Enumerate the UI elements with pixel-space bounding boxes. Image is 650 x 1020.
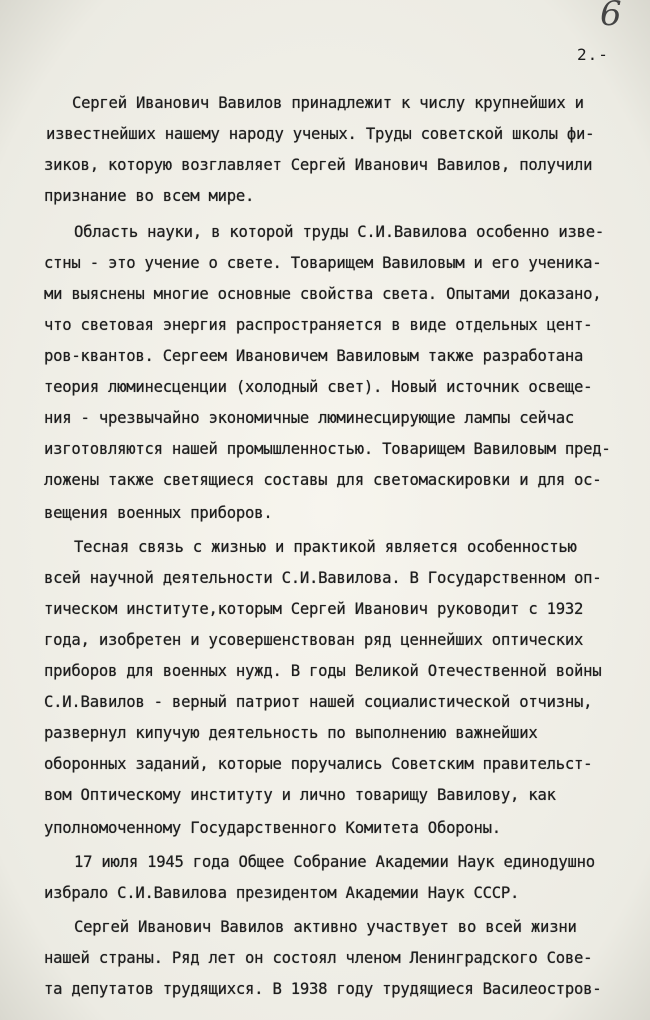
text-line: вом Оптическому институту и лично товарищу Вавилову, как bbox=[44, 786, 556, 804]
text-line: нашей страны. Ряд лет он состоял членом Ленинградского Сове- bbox=[44, 949, 593, 967]
text-line: Сергей Иванович Вавилов активно участвует во всей жизни bbox=[74, 918, 577, 936]
text-line: вещения военных приборов. bbox=[44, 504, 273, 522]
text-line: известнейших нашему народу ученых. Труды советской школы фи- bbox=[46, 125, 595, 143]
text-line: приборов для военных нужд. В годы Великой Отечественной войны bbox=[44, 662, 602, 680]
text-line: ров-квантов. Сергеем Ивановичем Вавиловым также разработана bbox=[44, 347, 584, 365]
text-line: изготовляются нашей промышленностью. Товарищем Вавиловым пред- bbox=[44, 440, 611, 458]
text-line: С.И.Вавилов - верный патриот нашей социалистической отчизны, bbox=[44, 693, 593, 711]
text-line: оборонных заданий, которые поручались Советским правительст- bbox=[44, 755, 593, 773]
text-line: ния - чрезвычайно экономичные люминесцирующие лампы сейчас bbox=[44, 409, 575, 427]
page-number: 2.- bbox=[577, 45, 609, 64]
text-line: теория люминесценции (холодный свет). Новый источник освеще- bbox=[44, 378, 593, 396]
handwritten-page-mark: 6 bbox=[600, 0, 622, 34]
text-line: Область науки, в которой труды С.И.Вавилова особенно изве- bbox=[74, 223, 605, 241]
text-line: уполномоченному Государственного Комитета Обороны. bbox=[44, 819, 501, 837]
text-line: признание во всем мире. bbox=[44, 187, 255, 205]
text-line: года, изобретен и усовершенствован ряд ценнейших оптических bbox=[44, 631, 584, 649]
text-line: всей научной деятельности С.И.Вавилова. В Государственном оп- bbox=[44, 569, 602, 587]
text-line: та депутатов трудящихся. В 1938 году трудящиеся Василеостров- bbox=[44, 980, 602, 998]
text-line: 17 июля 1945 года Общее Собрание Академии Наук единодушно bbox=[74, 853, 595, 871]
text-line: зиков, которую возглавляет Сергей Иванович Вавилов, получили bbox=[44, 156, 593, 174]
text-line: развернул кипучую деятельность по выполнению важнейших bbox=[44, 724, 538, 742]
text-line: ми выяснены многие основные свойства света. Опытами доказано, bbox=[44, 285, 602, 303]
text-line: Сергей Иванович Вавилов принадлежит к числу крупнейших и bbox=[72, 94, 584, 112]
text-line: тическом институте,которым Сергей Иванович руководит с 1932 bbox=[44, 600, 584, 618]
text-line: что световая энергия распространяется в виде отдельных цент- bbox=[44, 316, 593, 334]
text-line: избрало С.И.Вавилова президентом Академии Наук СССР. bbox=[44, 884, 520, 902]
text-line: ложены также светящиеся составы для светомаскировки и для ос- bbox=[44, 471, 602, 489]
text-line: стны - это учение о свете. Товарищем Вавиловым и его ученика- bbox=[44, 254, 602, 272]
text-line: Тесная связь с жизнью и практикой является особенностью bbox=[74, 538, 577, 556]
